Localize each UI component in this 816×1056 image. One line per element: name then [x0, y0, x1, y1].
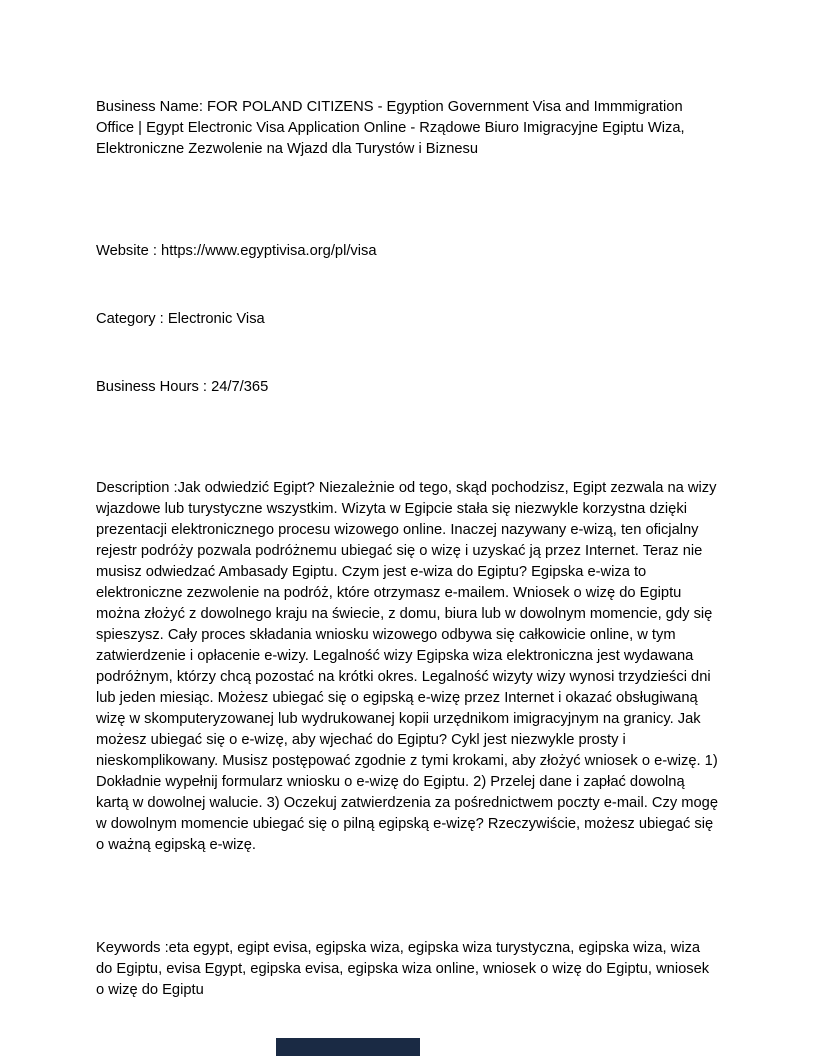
description-paragraph: Description :Jak odwiedzić Egipt? Niezależnie od tego, skąd pochodzisz, Egipt zezwala na wizy wjazdowe lub turystyczne wszystkim. Wizyta w Egipcie stała się niezwykle korzystna dzięki prezentacji elektronicznego procesu wizowego online. Inaczej nazywany e-wizą, ten oficjalny rejestr podróży pozwala podróżnemu ubiegać się o wizę i uzyskać ją przez Internet. Teraz nie musisz odwiedzać Ambasady Egiptu. Czym jest e-wiza do Egiptu? Egipska e-wiza to elektroniczne zezwolenie na podróż, które otrzymasz e-mailem. Wniosek o wizę do Egiptu można złożyć z dowolnego kraju na świecie, z domu, biura lub w dowolnym momencie, gdy się spieszysz. Cały proces składania wniosku wizowego odbywa się całkowicie online, w tym zatwierdzenie i opłacenie e-wizy. Legalność wizy Egipska wiza elektroniczna jest wydawana podróżnym, którzy chcą pozostać na krótki okres. Legalność wizyty wizy wynosi trzydzieści dni lub jeden miesiąc. Możesz ubiegać się o egipską e-wizę przez Internet i okazać obsługiwaną wizę w skomputeryzowanej lub wydrukowanej kopii urzędnikom imigracyjnym na granicy. Jak możesz ubiegać się o e-wizę, aby wjechać do Egiptu? Cykl jest niezwykle prosty i nieskomplikowany. Musisz postępować zgodnie z tymi krokami, aby złożyć wniosek o e-wizę. 1) Dokładnie wypełnij formularz wniosku o e-wizę do Egiptu. 2) Przelej dane i zapłać dowolną kartą w dowolnej walucie. 3) Oczekuj zatwierdzenia za pośrednictwem poczty e-mail. Czy mogę w dowolnym momencie ubiegać się o pilną egipską e-wizę? Rzeczywiście, możesz ubiegać się o ważną egipską e-wizę.	[96, 480, 723, 853]
website-paragraph: Website : https://www.egyptivisa.org/pl/visa	[96, 243, 377, 259]
category-paragraph: Category : Electronic Visa	[96, 311, 265, 327]
page-bottom-bar	[276, 1038, 420, 1056]
business-name-paragraph: Business Name: FOR POLAND CITIZENS - Egyption Government Visa and Immmigration Office | Egypt Electronic Visa Application Online - Rządowe Biuro Imigracyjne Egiptu Wiza, Elektroniczne Zezwolenie na Wjazd dla Turystów i Biznesu	[96, 99, 689, 157]
keywords-paragraph: Keywords :eta egypt, egipt evisa, egipska wiza, egipska wiza turystyczna, egipska wiza, wiza do Egiptu, evisa Egypt, egipska evisa, egipska wiza online, wniosek o wizę do Egiptu, wniosek o wizę do Egiptu	[96, 940, 714, 998]
business-hours-paragraph: Business Hours : 24/7/365	[96, 379, 269, 395]
